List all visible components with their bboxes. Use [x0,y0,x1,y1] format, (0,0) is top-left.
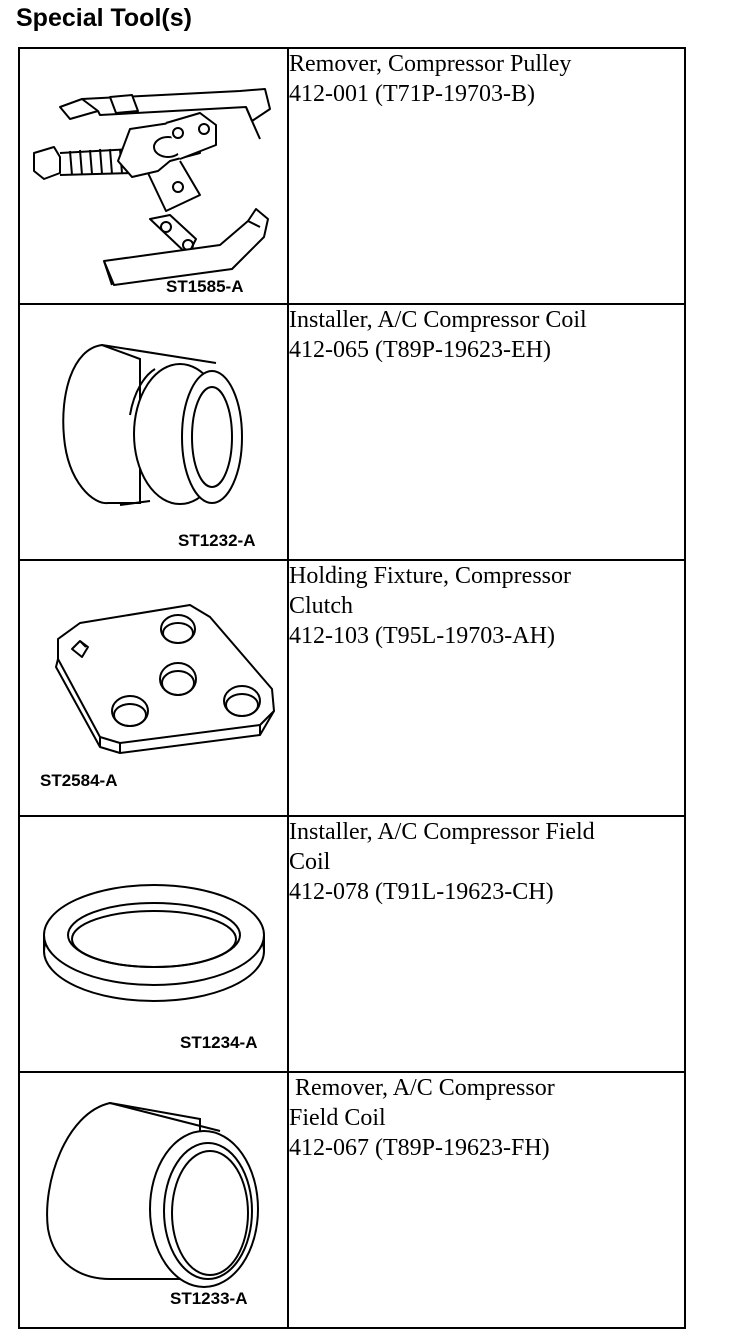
tool-image-cell [19,816,288,1072]
tool-image-cell [19,304,288,560]
table-row [19,1072,685,1328]
tool-number: 412-078 (T91L-19623-CH) [289,879,554,905]
table-row [19,816,685,1072]
tool-number: 412-001 (T71P-19703-B) [289,81,535,107]
tool-code-label: ST1234-A [180,1033,258,1052]
tool-name-cont: Field Coil [289,1105,386,1131]
tool-code-label: ST1585-A [166,277,244,296]
page-title: Special Tool(s) [16,4,192,32]
tool-name: Holding Fixture, Compressor [289,563,571,589]
tool-description-cell [288,560,685,816]
tool-name-cont: Clutch [289,593,353,619]
tool-description-cell [288,816,685,1072]
tool-image-cell [19,48,288,304]
tool-number: 412-065 (T89P-19623-EH) [289,337,551,363]
table-row [19,48,685,304]
tool-image-cell [19,1072,288,1328]
table-row [19,560,685,816]
tool-name: Remover, A/C Compressor [289,1075,555,1101]
tool-name: Remover, Compressor Pulley [289,51,572,77]
tool-number: 412-067 (T89P-19623-FH) [289,1135,550,1161]
tool-number: 412-103 (T95L-19703-AH) [289,623,555,649]
special-tools-table [18,47,686,1329]
tool-code-label: ST1232-A [178,531,256,550]
tool-code-label: ST2584-A [40,771,118,790]
tool-description-cell [288,48,685,304]
coil-installer-icon [20,305,287,559]
gear-puller-icon [20,49,287,303]
tool-description-cell [288,304,685,560]
tool-code-label: ST1233-A [170,1289,248,1308]
table-row [19,304,685,560]
tool-image-cell [19,560,288,816]
tool-name: Installer, A/C Compressor Field [289,819,595,845]
tool-name-cont: Coil [289,849,331,875]
tool-name: Installer, A/C Compressor Coil [289,307,587,333]
tool-description-cell [288,1072,685,1328]
